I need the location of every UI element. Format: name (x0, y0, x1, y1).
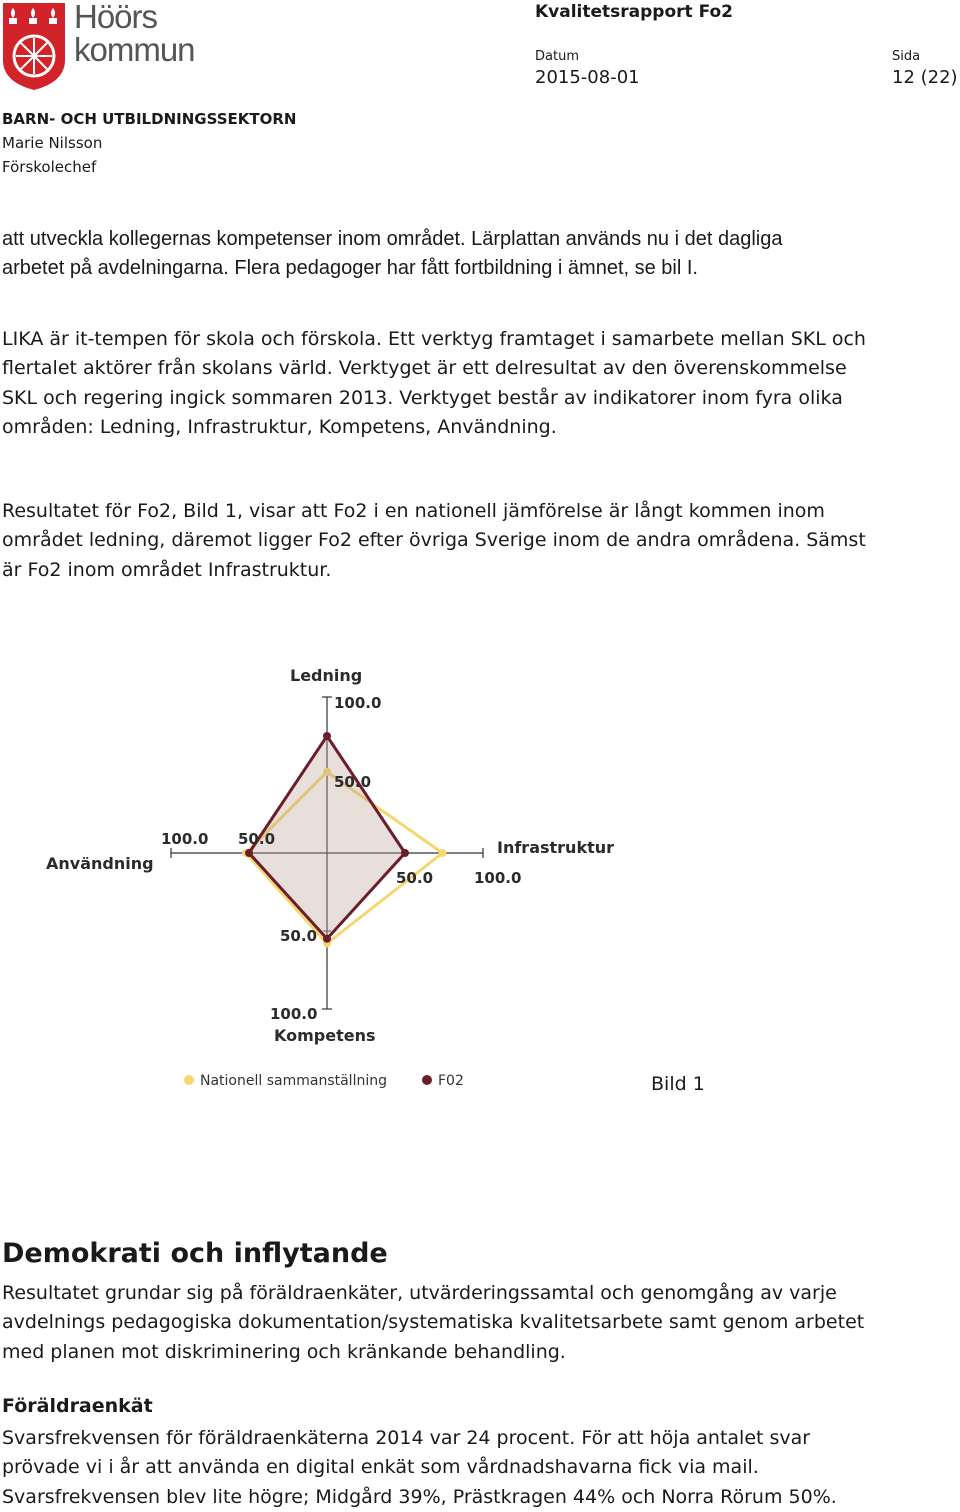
subheading-foraldraenkat: Föräldraenkät (2, 1395, 153, 1417)
paragraph-lika (2, 325, 902, 443)
text-line: att utveckla kollegernas kompetenser inom området. Lärplattan används nu i det dagliga (2, 228, 783, 250)
report-title: Kvalitetsrapport Fo2 (535, 2, 734, 22)
paragraph-foraldraenkat (2, 1424, 902, 1512)
data-point (245, 849, 253, 857)
text-line: området ledning, däremot ligger Fo2 efter övriga Sverige inom de andra områdena. Sämst (2, 529, 866, 552)
sender-name: Marie Nilsson (2, 134, 103, 152)
axis-label-kompetens: Kompetens (274, 1026, 376, 1045)
data-point (323, 935, 331, 943)
tick-label-infrastruktur-50: 50.0 (396, 869, 434, 887)
data-point (323, 732, 331, 740)
text-line: Svarsfrekvensen för föräldraenkäterna 2014 var 24 procent. För att höja antalet svar (2, 1427, 811, 1449)
text-line: Svarsfrekvensen blev lite högre; Midgård 39%, Prästkragen 44% och Norra Rörum 50%. (2, 1485, 837, 1508)
axis-label-ledning: Ledning (290, 666, 363, 685)
page-value: 12 (22) (892, 67, 958, 88)
tick-label-anvandning-100: 100.0 (161, 830, 209, 848)
municipality-logo (0, 0, 215, 95)
date-label: Datum (535, 49, 579, 64)
text-line: Resultatet för Fo2, Bild 1, visar att Fo2 i en nationell jämförelse är långt kommen inom (2, 500, 825, 522)
figure-caption: Bild 1 (651, 1073, 705, 1095)
radar-chart (0, 650, 700, 1100)
legend-marker-nationell (184, 1075, 194, 1085)
tick-label-ledning-50: 50.0 (334, 773, 372, 791)
text-line: avdelnings pedagogiska dokumentation/systematiska kvalitetsarbete samt genom arbetet (2, 1311, 865, 1334)
tick-label-ledning-100: 100.0 (334, 694, 382, 712)
legend-label-nationell: Nationell sammanställning (200, 1073, 387, 1089)
legend-marker-fo2 (422, 1075, 432, 1085)
section-heading: Demokrati och inflytande (2, 1238, 388, 1269)
crest-icon (0, 0, 70, 92)
sender-role: Förskolechef (2, 158, 97, 176)
text-line: SKL och regering ingick sommaren 2013. Verktyget består av indikatorer inom fyra olika (2, 386, 843, 409)
paragraph-demokrati (2, 1279, 902, 1367)
tick-label-kompetens-100: 100.0 (270, 1005, 318, 1023)
axis-label-infrastruktur: Infrastruktur (497, 838, 615, 857)
paragraph-resultat (2, 497, 902, 585)
text-line: områden: Ledning, Infrastruktur, Kompetens, Användning. (2, 416, 557, 439)
axis-label-anvandning: Användning (46, 854, 154, 873)
date-value: 2015-08-01 (535, 67, 640, 88)
tick-label-kompetens-50: 50.0 (280, 927, 318, 945)
data-point (438, 849, 446, 857)
text-line: prövade vi i år att använda en digital enkät som vårdnadshavarna fick via mail. (2, 1456, 759, 1479)
data-point (401, 849, 409, 857)
text-line: LIKA är it-tempen för skola och förskola. Ett verktyg framtaget i samarbete mellan SKL och (2, 328, 866, 350)
text-line: med planen mot diskriminering och kränkande behandling. (2, 1340, 566, 1363)
legend-label-fo2: F02 (438, 1073, 464, 1089)
page-label: Sida (892, 49, 921, 64)
text-line: är Fo2 inom området Infrastruktur. (2, 558, 332, 581)
department: BARN- OCH UTBILDNINGSSEKTORN (2, 110, 297, 128)
text-line: arbetet på avdelningarna. Flera pedagoger har fått fortbildning i ämnet, se bil I. (2, 257, 698, 280)
org-name-line2: kommun (74, 31, 195, 68)
tick-label-anvandning-50: 50.0 (238, 830, 276, 848)
text-line: flertalet aktörer från skolans värld. Verktyget är ett delresultat av den överenskommelse (2, 357, 847, 380)
paragraph-lararplatta (2, 225, 902, 284)
tick-label-infrastruktur-100: 100.0 (474, 869, 522, 887)
org-name-line1: Höörs (74, 0, 158, 35)
text-line: Resultatet grundar sig på föräldraenkäter, utvärderingssamtal och genomgång av varje (2, 1282, 837, 1304)
